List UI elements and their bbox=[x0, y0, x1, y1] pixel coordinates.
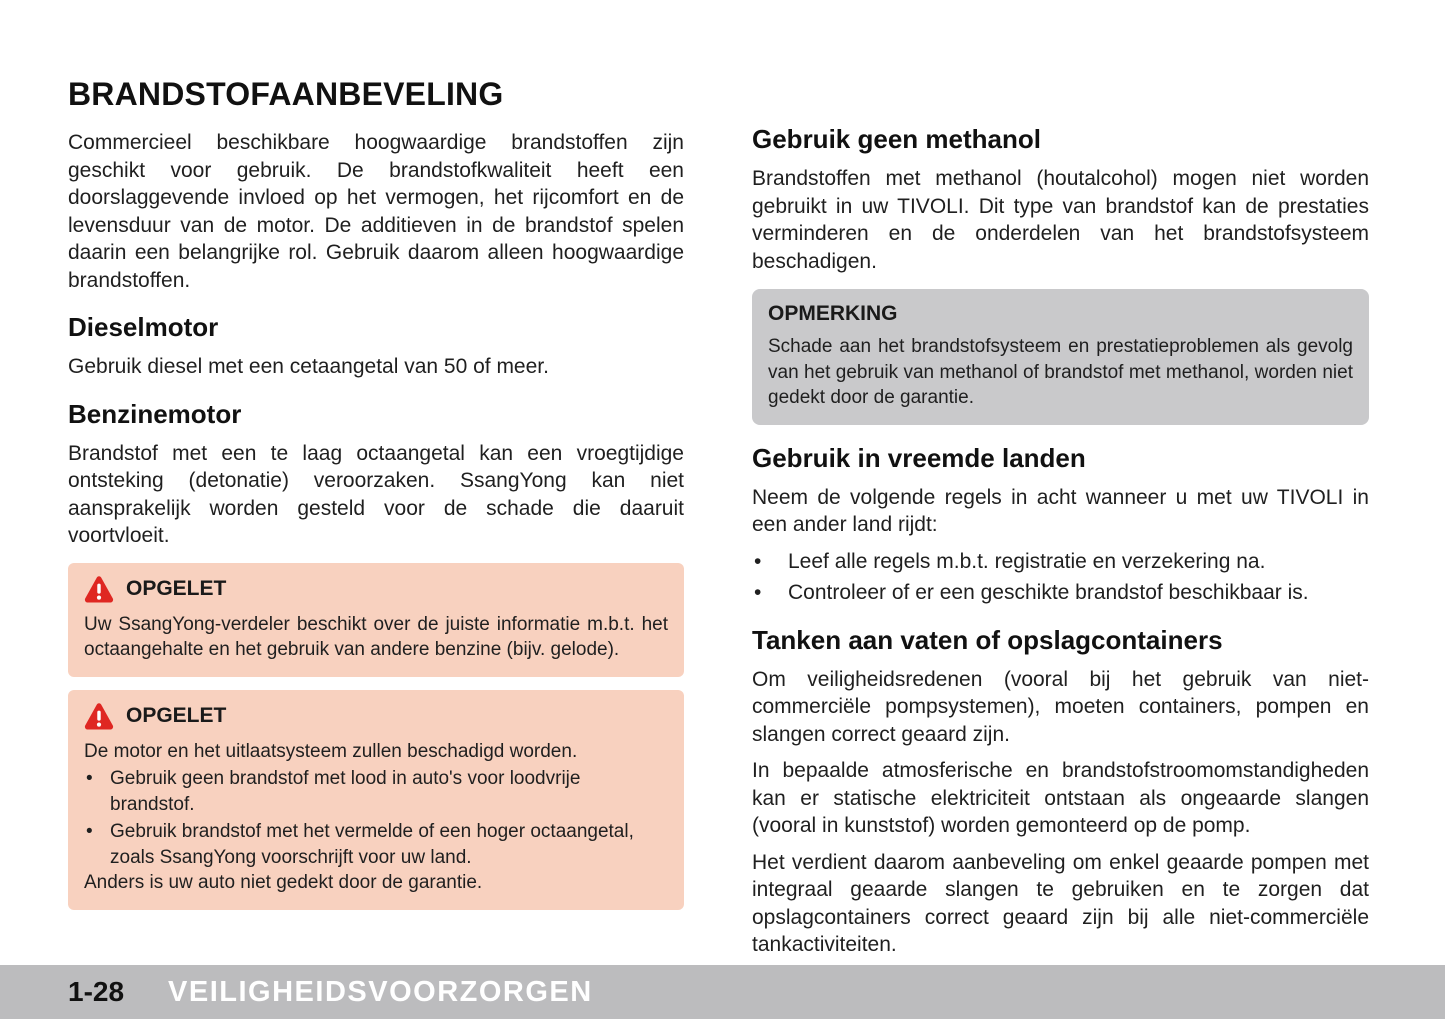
list-item-text: Leef alle regels m.b.t. registratie en verzekering na. bbox=[788, 549, 1266, 573]
footer-bar bbox=[0, 965, 1445, 1019]
warning-bullet-item bbox=[84, 819, 668, 870]
warning-bullet-item bbox=[84, 766, 668, 817]
bullet-marker bbox=[84, 819, 110, 870]
bullet-marker bbox=[84, 766, 110, 817]
note-label: OPMERKING bbox=[768, 302, 898, 325]
list-item bbox=[754, 548, 1369, 576]
right-column bbox=[752, 124, 1369, 968]
page-title: BRANDSTOFAANBEVELING bbox=[68, 76, 504, 112]
foreign-countries-paragraph: Neem de volgende regels in acht wanneer u met uw TIVOLI in een ander land rijdt: bbox=[752, 485, 1369, 536]
methanol-paragraph: Brandstoffen met methanol (houtalcohol) mogen niet worden gebruikt in uw TIVOLI. Dit type van brandstof kan de prestaties verminderen en de onderdelen van het brandstofsysteem beschadigen. bbox=[752, 167, 1369, 273]
methanol-heading: Gebruik geen methanol bbox=[752, 124, 1041, 154]
diesel-paragraph: Gebruik diesel met een cetaangetal van 50 of meer. bbox=[68, 355, 549, 378]
warning-outro: Anders is uw auto niet gedekt door de garantie. bbox=[84, 872, 483, 893]
diesel-heading: Dieselmotor bbox=[68, 312, 219, 342]
warning-box-engine-damage bbox=[68, 690, 684, 910]
note-box-header bbox=[768, 302, 1353, 326]
warning-box-octane bbox=[68, 563, 684, 677]
footer-page-number: 1-28 bbox=[68, 976, 125, 1007]
warning-label: OPGELET bbox=[126, 577, 227, 600]
warning-box-header bbox=[84, 703, 668, 730]
benzine-heading: Benzinemotor bbox=[68, 398, 242, 429]
warning-box-header bbox=[84, 576, 668, 603]
foreign-countries-heading: Gebruik in vreemde landen bbox=[752, 442, 1086, 473]
note-text: Schade aan het brandstofsysteem en prestatieproblemen als gevolg van het gebruik van methanol of brandstof met methanol, worden niet gedekt door de garantie. bbox=[768, 336, 1353, 408]
containers-paragraph-2: In bepaalde atmosferische en brandstofstroomomstandigheden kan er statische elektriciteit ontstaan als ongeaarde slangen (vooral in kunststof) worden gemonteerd op de pomp. bbox=[752, 759, 1369, 837]
warning-label: OPGELET bbox=[126, 704, 227, 727]
list-item-text: Controleer of er een geschikte brandstof beschikbaar is. bbox=[788, 581, 1309, 604]
bullet-marker bbox=[754, 579, 788, 607]
warning-triangle-icon bbox=[84, 576, 114, 603]
bullet-marker bbox=[754, 548, 788, 576]
note-box bbox=[752, 289, 1369, 425]
list-item bbox=[754, 579, 1369, 607]
warning-triangle-icon bbox=[84, 703, 114, 730]
left-column bbox=[68, 76, 684, 910]
warning-text: Uw SsangYong-verdeler beschikt over de juiste informatie m.b.t. het octaangehalte en het gebruik van andere benzine (bijv. gelode). bbox=[84, 613, 668, 660]
warning-bullet-text: Gebruik brandstof met het vermelde of een hoger octaangetal, zoals SsangYong voorschrijft voor uw land. bbox=[110, 821, 634, 868]
footer-section-title: VEILIGHEIDSVOORZORGEN bbox=[168, 975, 593, 1008]
benzine-paragraph: Brandstof met een te laag octaangetal kan een vroegtijdige ontsteking (detonatie) veroorzaken. SsangYong kan niet aansprakelijk worden gesteld voor de schade die daaruit voortvloeit. bbox=[68, 441, 684, 547]
containers-paragraph-3: Het verdient daarom aanbeveling om enkel geaarde pompen met integraal geaarde slangen te gebruiken en te zorgen dat opslagcontainers correct geaard zijn bij alle niet-commerciële tankactiviteiten. bbox=[752, 850, 1369, 956]
containers-paragraph-1: Om veiligheidsredenen (vooral bij het gebruik van niet-commerciële pompsystemen), moeten containers, pompen en slangen correct geaard zijn. bbox=[752, 667, 1369, 746]
warning-bullet-text: Gebruik geen brandstof met lood in auto's voor loodvrije brandstof. bbox=[110, 768, 581, 815]
intro-paragraph: Commercieel beschikbare hoogwaardige brandstoffen zijn geschikt voor gebruik. De brandstofkwaliteit heeft een doorslaggevende invloed op het vermogen, het rijcomfort en de levensduur van de motor. De additieven in de brandstof spelen daarin een belangrijke rol. Gebruik daarom alleen hoogwaardige brandstoffen. bbox=[68, 131, 684, 292]
warning-intro: De motor en het uitlaatsysteem zullen beschadigd worden. bbox=[84, 740, 578, 762]
containers-heading: Tanken aan vaten of opslagcontainers bbox=[752, 624, 1223, 655]
